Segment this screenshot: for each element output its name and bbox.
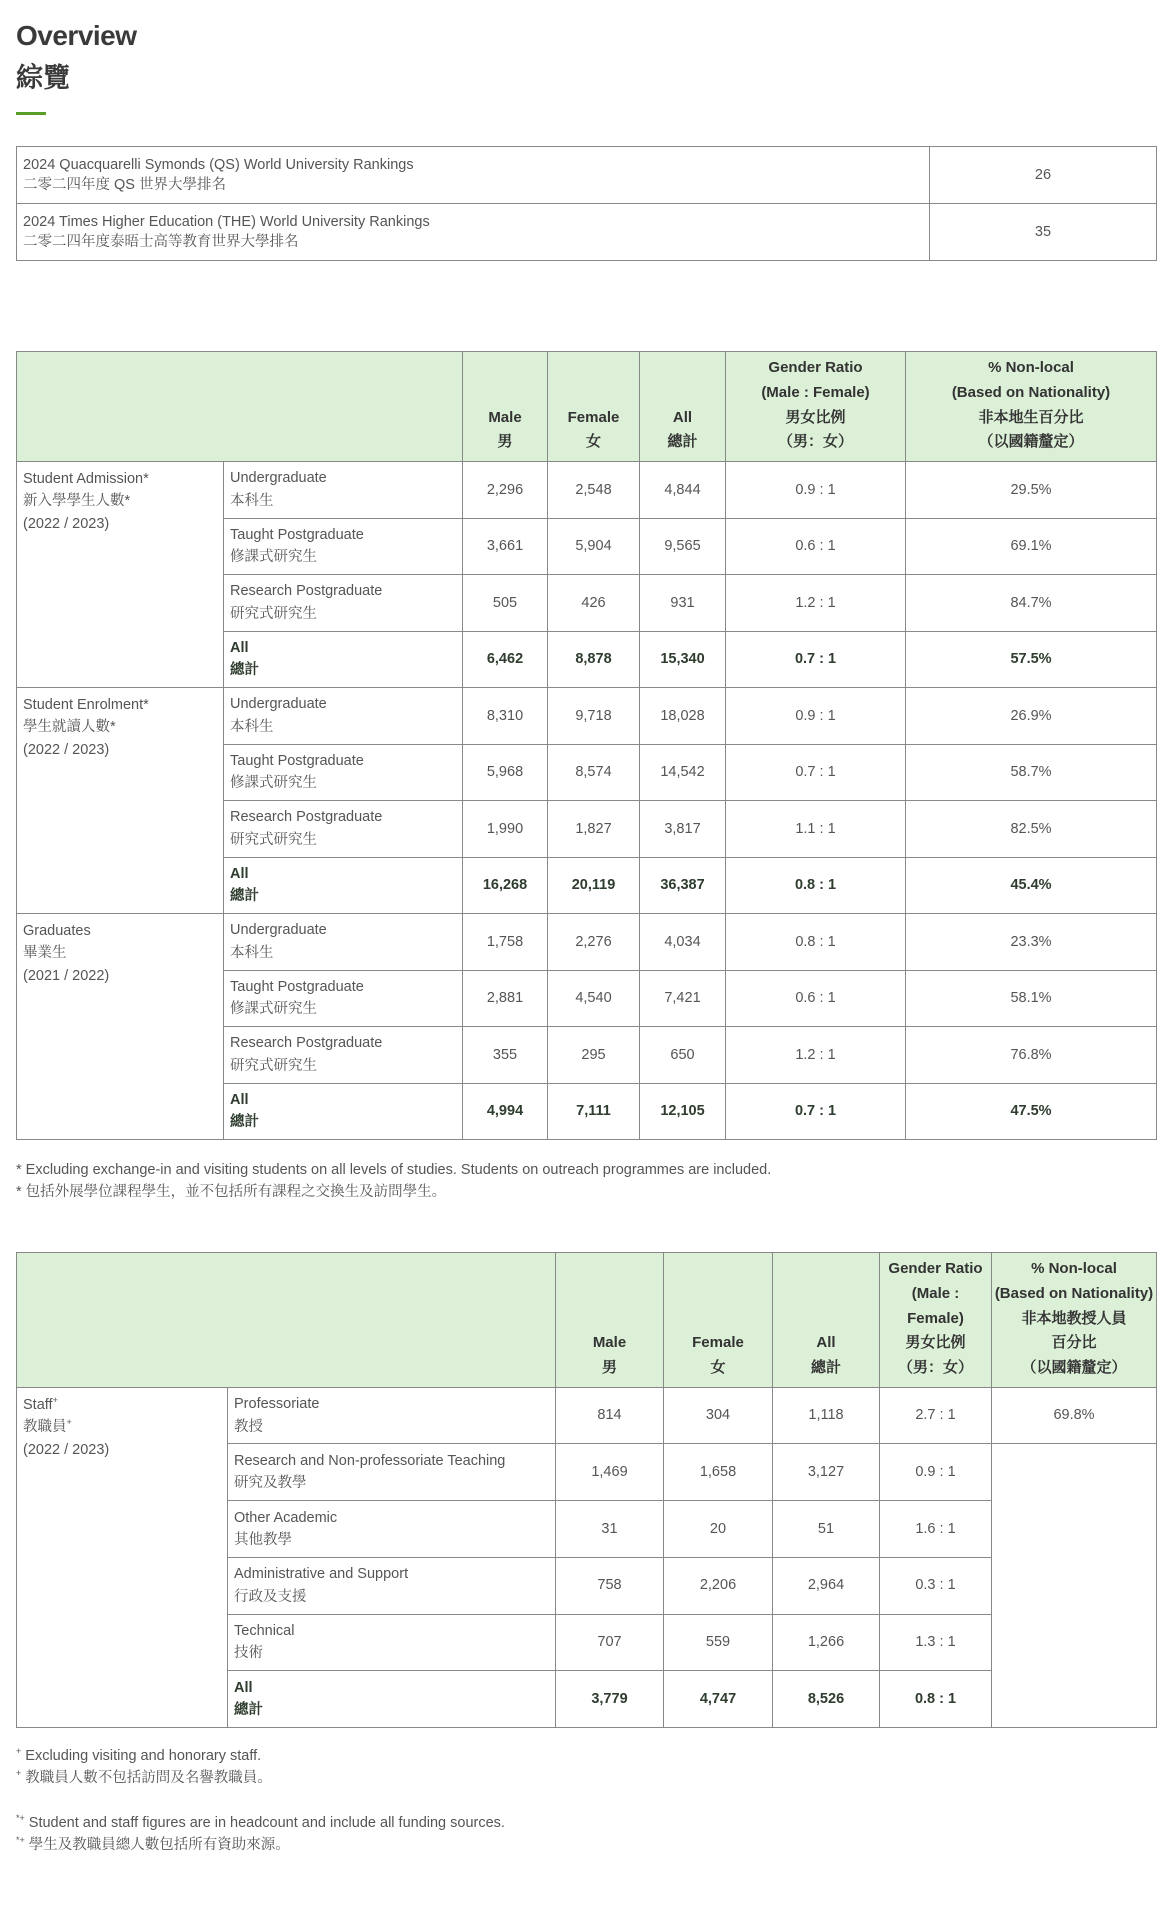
staff-footnote-1-en: Excluding visiting and honorary staff. — [21, 1748, 262, 1764]
cell-female: 2,276 — [548, 914, 640, 971]
subcategory-label-zh: 總計 — [234, 1702, 263, 1719]
cell-ratio: 0.7 : 1 — [726, 744, 906, 801]
students-footnote-zh: * 包括外展學位課程學生，並不包括所有課程之交換生及訪問學生。 — [16, 1184, 447, 1201]
cell-ratio: 0.7 : 1 — [726, 1083, 906, 1140]
subcategory-label-zh: 行政及支援 — [234, 1588, 307, 1605]
subcategory-cell — [224, 914, 463, 971]
rankings-table — [16, 146, 1157, 261]
subcategory-label-zh: 研究式研究生 — [230, 605, 317, 622]
header-non-local: % Non-local (Based on Nationality) 非本地教授人員 百分比 （以國籍釐定） — [992, 1253, 1157, 1388]
subcategory-cell — [224, 744, 463, 801]
subcategory-label-zh: 修課式研究生 — [230, 775, 317, 792]
cell-all: 8,526 — [773, 1671, 880, 1728]
table-header-row — [17, 352, 1157, 462]
page-title — [16, 20, 137, 95]
cell-all: 7,421 — [640, 970, 726, 1027]
cell-male: 1,469 — [556, 1444, 664, 1501]
cell-male: 3,779 — [556, 1671, 664, 1728]
cell-ratio: 0.9 : 1 — [880, 1444, 992, 1501]
category-label-zh: 教職員+ — [23, 1417, 72, 1436]
cell-male: 4,994 — [463, 1083, 548, 1140]
subcategory-label-zh: 總計 — [230, 888, 259, 905]
cell-female: 559 — [664, 1614, 773, 1671]
cell-female: 426 — [548, 575, 640, 632]
ranking-label-en: 2024 Times Higher Education (THE) World University Rankings — [23, 213, 430, 230]
cell-male: 355 — [463, 1027, 548, 1084]
staff-body — [17, 1387, 1157, 1727]
subcategory-label-zh: 總計 — [230, 1114, 259, 1131]
cell-ratio: 1.2 : 1 — [726, 1027, 906, 1084]
cell-all: 4,034 — [640, 914, 726, 971]
cell-female: 2,206 — [664, 1557, 773, 1614]
subcategory-cell — [224, 518, 463, 575]
subcategory-label-en: Administrative and Support — [234, 1566, 409, 1583]
subcategory-cell — [228, 1387, 556, 1444]
cell-nonlocal: 23.3% — [906, 914, 1157, 971]
students-table — [16, 351, 1157, 1140]
ranking-value: 35 — [930, 204, 1157, 261]
subcategory-label-en: Research Postgraduate — [230, 1035, 383, 1052]
subcategory-label-zh: 總計 — [230, 662, 259, 679]
cell-female: 295 — [548, 1027, 640, 1084]
cell-female: 7,111 — [548, 1083, 640, 1140]
subcategory-label-zh: 教授 — [234, 1418, 263, 1435]
subcategory-label-en: Undergraduate — [230, 922, 327, 939]
table-row — [17, 688, 1157, 745]
subcategory-cell — [224, 970, 463, 1027]
subcategory-cell — [224, 801, 463, 858]
header-male: Male 男 — [556, 1253, 664, 1388]
cell-ratio: 1.3 : 1 — [880, 1614, 992, 1671]
header-blank — [17, 1253, 556, 1388]
cell-male: 814 — [556, 1387, 664, 1444]
cell-male: 2,296 — [463, 462, 548, 519]
cell-female: 304 — [664, 1387, 773, 1444]
cell-male: 5,968 — [463, 744, 548, 801]
cell-nonlocal-blank — [992, 1444, 1157, 1727]
cell-nonlocal: 29.5% — [906, 462, 1157, 519]
category-cell — [17, 462, 224, 688]
subcategory-label-zh: 本科生 — [230, 718, 274, 735]
staff-footnote-2: *+ Student and staff figures are in headcount and include all funding sources. *+ 學生及教職員總人數包括所有資助來源。 — [16, 1813, 505, 1854]
category-cell — [17, 914, 224, 1140]
header-female: Female 女 — [548, 352, 640, 462]
cell-all: 12,105 — [640, 1083, 726, 1140]
subcategory-cell — [224, 575, 463, 632]
category-label-en: Student Admission* — [23, 471, 149, 487]
cell-female: 1,658 — [664, 1444, 773, 1501]
cell-ratio: 1.1 : 1 — [726, 801, 906, 858]
cell-male: 1,758 — [463, 914, 548, 971]
subcategory-label-en: Research and Non-professoriate Teaching — [234, 1452, 506, 1469]
table-row — [17, 147, 1157, 204]
cell-nonlocal: 76.8% — [906, 1027, 1157, 1084]
subcategory-label-zh: 本科生 — [230, 492, 274, 509]
staff-footnote-2-en: Student and staff figures are in headcount and include all funding sources. — [24, 1815, 505, 1831]
cell-all: 650 — [640, 1027, 726, 1084]
cell-ratio: 1.2 : 1 — [726, 575, 906, 632]
subcategory-label-en: Undergraduate — [230, 696, 327, 713]
title-zh: 綜覽 — [16, 63, 70, 93]
cell-female: 4,540 — [548, 970, 640, 1027]
cell-nonlocal: 45.4% — [906, 857, 1157, 914]
ranking-value: 26 — [930, 147, 1157, 204]
cell-all: 14,542 — [640, 744, 726, 801]
title-en: Overview — [16, 20, 137, 51]
table-row — [17, 204, 1157, 261]
cell-nonlocal: 26.9% — [906, 688, 1157, 745]
ranking-label-en: 2024 Quacquarelli Symonds (QS) World University Rankings — [23, 156, 414, 173]
subcategory-cell — [224, 1083, 463, 1140]
cell-male: 505 — [463, 575, 548, 632]
cell-all: 51 — [773, 1501, 880, 1558]
cell-all: 1,118 — [773, 1387, 880, 1444]
subcategory-cell — [228, 1501, 556, 1558]
cell-nonlocal: 82.5% — [906, 801, 1157, 858]
category-year: (2021 / 2022) — [23, 967, 110, 984]
subcategory-cell — [228, 1614, 556, 1671]
subcategory-label-en: All — [230, 865, 249, 882]
cell-nonlocal: 57.5% — [906, 631, 1157, 688]
subcategory-label-en: Professoriate — [234, 1396, 320, 1413]
cell-ratio: 0.7 : 1 — [726, 631, 906, 688]
cell-male: 31 — [556, 1501, 664, 1558]
subcategory-label-en: Taught Postgraduate — [230, 978, 364, 995]
subcategory-label-zh: 修課式研究生 — [230, 1001, 317, 1018]
students-footnote-en: * Excluding exchange-in and visiting students on all levels of studies. Students on outreach programmes are included. — [16, 1162, 772, 1178]
category-year: (2022 / 2023) — [23, 1441, 110, 1458]
subcategory-label-en: Research Postgraduate — [230, 809, 383, 826]
header-gender-ratio: Gender Ratio (Male : Female) 男女比例 （男：女） — [726, 352, 906, 462]
subcategory-cell — [228, 1557, 556, 1614]
subcategory-label-en: Research Postgraduate — [230, 583, 383, 600]
header-gender-ratio: Gender Ratio (Male : Female) 男女比例 （男：女） — [880, 1253, 992, 1388]
table-row — [17, 1387, 1157, 1444]
subcategory-cell — [224, 857, 463, 914]
header-all: All 總計 — [773, 1253, 880, 1388]
cell-female: 2,548 — [548, 462, 640, 519]
cell-ratio: 0.3 : 1 — [880, 1557, 992, 1614]
cell-ratio: 0.8 : 1 — [880, 1671, 992, 1728]
ranking-label — [17, 147, 930, 204]
category-label-zh: 畢業生 — [23, 945, 67, 962]
subcategory-label-zh: 技術 — [234, 1645, 263, 1662]
cell-female: 8,878 — [548, 631, 640, 688]
staff-table — [16, 1252, 1157, 1728]
ranking-label-zh: 二零二四年度泰晤士高等教育世界大學排名 — [23, 234, 299, 250]
cell-all: 931 — [640, 575, 726, 632]
table-row — [17, 462, 1157, 519]
subcategory-label-en: All — [230, 639, 249, 656]
cell-all: 18,028 — [640, 688, 726, 745]
subcategory-label-zh: 研究式研究生 — [230, 831, 317, 848]
category-cell — [17, 688, 224, 914]
category-year: (2022 / 2023) — [23, 515, 110, 532]
cell-ratio: 0.9 : 1 — [726, 462, 906, 519]
cell-all: 3,127 — [773, 1444, 880, 1501]
cell-all: 36,387 — [640, 857, 726, 914]
subcategory-cell — [224, 688, 463, 745]
table-row — [17, 914, 1157, 971]
header-all: All 總計 — [640, 352, 726, 462]
cell-male: 2,881 — [463, 970, 548, 1027]
subcategory-label-en: Taught Postgraduate — [230, 526, 364, 543]
subcategory-cell — [228, 1444, 556, 1501]
staff-footnote-1: + Excluding visiting and honorary staff. + 教職員人數不包括訪問及名譽教職員。 — [16, 1746, 272, 1787]
cell-female: 20,119 — [548, 857, 640, 914]
cell-ratio: 0.6 : 1 — [726, 518, 906, 575]
cell-ratio: 0.6 : 1 — [726, 970, 906, 1027]
subcategory-label-zh: 修課式研究生 — [230, 549, 317, 566]
cell-ratio: 0.9 : 1 — [726, 688, 906, 745]
cell-female: 8,574 — [548, 744, 640, 801]
cell-female: 5,904 — [548, 518, 640, 575]
subcategory-label-en: All — [234, 1679, 253, 1696]
category-cell — [17, 1387, 228, 1727]
subcategory-label-en: Taught Postgraduate — [230, 752, 364, 769]
cell-all: 4,844 — [640, 462, 726, 519]
students-footnote — [16, 1159, 771, 1204]
cell-nonlocal: 58.7% — [906, 744, 1157, 801]
header-non-local: % Non-local (Based on Nationality) 非本地生百分比 （以國籍釐定） — [906, 352, 1157, 462]
cell-female: 4,747 — [664, 1671, 773, 1728]
cell-all: 15,340 — [640, 631, 726, 688]
cell-all: 3,817 — [640, 801, 726, 858]
ranking-label-zh: 二零二四年度 QS 世界大學排名 — [23, 177, 227, 193]
cell-female: 1,827 — [548, 801, 640, 858]
header-female: Female 女 — [664, 1253, 773, 1388]
cell-all: 2,964 — [773, 1557, 880, 1614]
cell-nonlocal: 58.1% — [906, 970, 1157, 1027]
category-label-zh: 新入學學生人數* — [23, 493, 131, 510]
category-label-en: Graduates — [23, 923, 91, 939]
cell-male: 8,310 — [463, 688, 548, 745]
staff-footnote-1-zh: 教職員人數不包括訪問及名譽教職員。 — [21, 1770, 272, 1787]
category-label-en: Student Enrolment* — [23, 697, 149, 713]
cell-male: 758 — [556, 1557, 664, 1614]
subcategory-label-zh: 研究式研究生 — [230, 1057, 317, 1074]
subcategory-label-en: All — [230, 1091, 249, 1108]
cell-ratio: 0.8 : 1 — [726, 914, 906, 971]
cell-male: 1,990 — [463, 801, 548, 858]
subcategory-label-en: Technical — [234, 1622, 295, 1639]
subcategory-cell — [224, 631, 463, 688]
category-year: (2022 / 2023) — [23, 741, 110, 758]
subcategory-label-en: Other Academic — [234, 1509, 338, 1526]
subcategory-cell — [224, 1027, 463, 1084]
cell-ratio: 0.8 : 1 — [726, 857, 906, 914]
subcategory-cell — [228, 1671, 556, 1728]
title-accent-bar — [16, 112, 46, 115]
staff-footnote-2-zh: 學生及教職員總人數包括所有資助來源。 — [24, 1837, 290, 1854]
cell-male: 16,268 — [463, 857, 548, 914]
subcategory-label-zh: 本科生 — [230, 944, 274, 961]
table-header-row — [17, 1253, 1157, 1388]
cell-nonlocal: 69.8% — [992, 1387, 1157, 1444]
subcategory-cell — [224, 462, 463, 519]
cell-male: 6,462 — [463, 631, 548, 688]
header-male: Male 男 — [463, 352, 548, 462]
cell-nonlocal: 47.5% — [906, 1083, 1157, 1140]
subcategory-label-en: Undergraduate — [230, 470, 327, 487]
ranking-label — [17, 204, 930, 261]
students-body — [17, 462, 1157, 1140]
header-blank — [17, 352, 463, 462]
cell-male: 707 — [556, 1614, 664, 1671]
subcategory-label-zh: 研究及教學 — [234, 1475, 307, 1492]
cell-male: 3,661 — [463, 518, 548, 575]
subcategory-label-zh: 其他教學 — [234, 1531, 292, 1548]
cell-ratio: 2.7 : 1 — [880, 1387, 992, 1444]
category-label-en: Staff+ — [23, 1394, 58, 1413]
cell-female: 9,718 — [548, 688, 640, 745]
cell-all: 9,565 — [640, 518, 726, 575]
cell-nonlocal: 69.1% — [906, 518, 1157, 575]
category-label-zh: 學生就讀人數* — [23, 719, 116, 736]
cell-all: 1,266 — [773, 1614, 880, 1671]
cell-nonlocal: 84.7% — [906, 575, 1157, 632]
cell-ratio: 1.6 : 1 — [880, 1501, 992, 1558]
cell-female: 20 — [664, 1501, 773, 1558]
